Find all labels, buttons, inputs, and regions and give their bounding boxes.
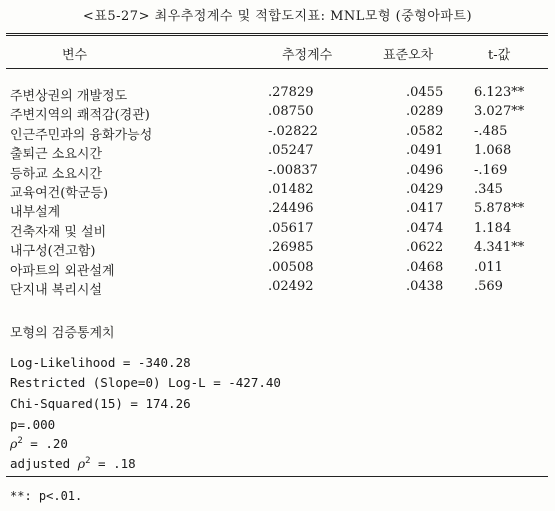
table-row [0,221,555,240]
rho-symbol: ρ [10,436,18,452]
rho-exponent: 2 [17,436,23,446]
header-std-error: 표준오차 [383,48,434,63]
cell-estimate: .01482 [268,182,314,197]
stat-rho-squared [10,436,68,451]
cell-estimate: .27829 [268,85,314,100]
table-row [0,104,555,123]
cell-variable: 건축자재 및 설비 [10,224,107,240]
cell-t-value: 5.878** [474,201,525,217]
cell-estimate: .24496 [268,201,314,217]
cell-estimate: .00508 [268,259,314,275]
cell-std-error: .0417 [406,201,444,217]
header-rule [6,68,548,69]
cell-std-error: .0496 [406,162,444,178]
cell-t-value: 3.027** [474,104,525,120]
footnote: **: p<.01. [10,489,83,503]
cell-t-value: .011 [474,259,503,275]
stat-log-likelihood: Log-Likelihood = -340.28 [10,355,191,370]
cell-variable: 내구성(견고함) [10,244,96,260]
cell-estimate: .05617 [268,220,314,236]
cell-variable: 인근주민과의 융화가능성 [10,127,153,143]
table-row [0,279,555,298]
table-row [0,143,555,162]
stat-adjusted-rho-squared [10,456,136,471]
adj-rho-value: = .18 [90,456,136,472]
table-row [0,124,555,143]
cell-std-error: .0438 [406,279,444,294]
table-row [0,260,555,279]
cell-variable: 주변상권의 개발정도 [10,89,128,104]
cell-t-value: .569 [474,279,503,294]
table-row [0,163,555,182]
cell-t-value: 1.184 [474,220,512,236]
adj-rho-symbol: ρ [77,456,86,472]
cell-variable: 내부설계 [10,205,61,221]
cell-variable: 주변지역의 쾌적감(경관) [10,108,150,124]
bottom-rule [6,476,548,477]
cell-variable: 출퇴근 소요시간 [10,147,103,163]
header-variable: 변수 [62,48,88,63]
cell-t-value: 4.341** [474,240,525,256]
cell-t-value: -.169 [474,162,508,178]
section-title: 모형의 검증통계치 [10,326,115,341]
cell-estimate: .02492 [268,279,314,294]
cell-variable: 교육여건(학군등) [10,186,109,201]
table-row [0,182,555,201]
cell-std-error: .0491 [406,143,444,159]
cell-std-error: .0474 [406,220,444,236]
cell-variable: 등하교 소요시간 [10,166,103,182]
header-t-value: t-값 [488,48,511,63]
cell-estimate: -.00837 [268,162,318,178]
rho-value: = .20 [22,436,68,452]
cell-std-error: .0455 [406,85,444,100]
cell-estimate: .26985 [268,240,314,256]
cell-estimate: -.02822 [268,123,318,139]
cell-std-error: .0622 [406,240,444,256]
cell-variable: 단지내 복리시설 [10,283,103,298]
table-row [0,201,555,220]
cell-std-error: .0582 [406,123,444,139]
cell-t-value: 1.068 [474,143,512,159]
stat-chi-squared: Chi-Squared(15) = 174.26 [10,396,191,411]
stat-p-value: p=.000 [10,417,56,432]
stat-restricted: Restricted (Slope=0) Log-L = -427.40 [10,375,281,390]
cell-t-value: 6.123** [474,85,525,100]
cell-std-error: .0468 [406,259,444,275]
cell-t-value: -.485 [474,123,508,139]
adjusted-label: adjusted [10,456,78,472]
top-rule [6,33,548,36]
cell-t-value: .345 [474,182,503,197]
cell-estimate: .05247 [268,143,314,159]
cell-variable: 아파트의 외관설계 [10,263,115,279]
table-row [0,85,555,104]
cell-estimate: .08750 [268,104,314,120]
adj-rho-exponent: 2 [85,456,91,466]
header-estimate: 추정계수 [282,48,333,63]
table-title: <표5-27> 최우추정계수 및 적합도지표: MNL모형 (중형아파트) [82,9,473,24]
cell-std-error: .0289 [406,104,444,120]
table-row [0,240,555,259]
cell-std-error: .0429 [406,182,444,197]
